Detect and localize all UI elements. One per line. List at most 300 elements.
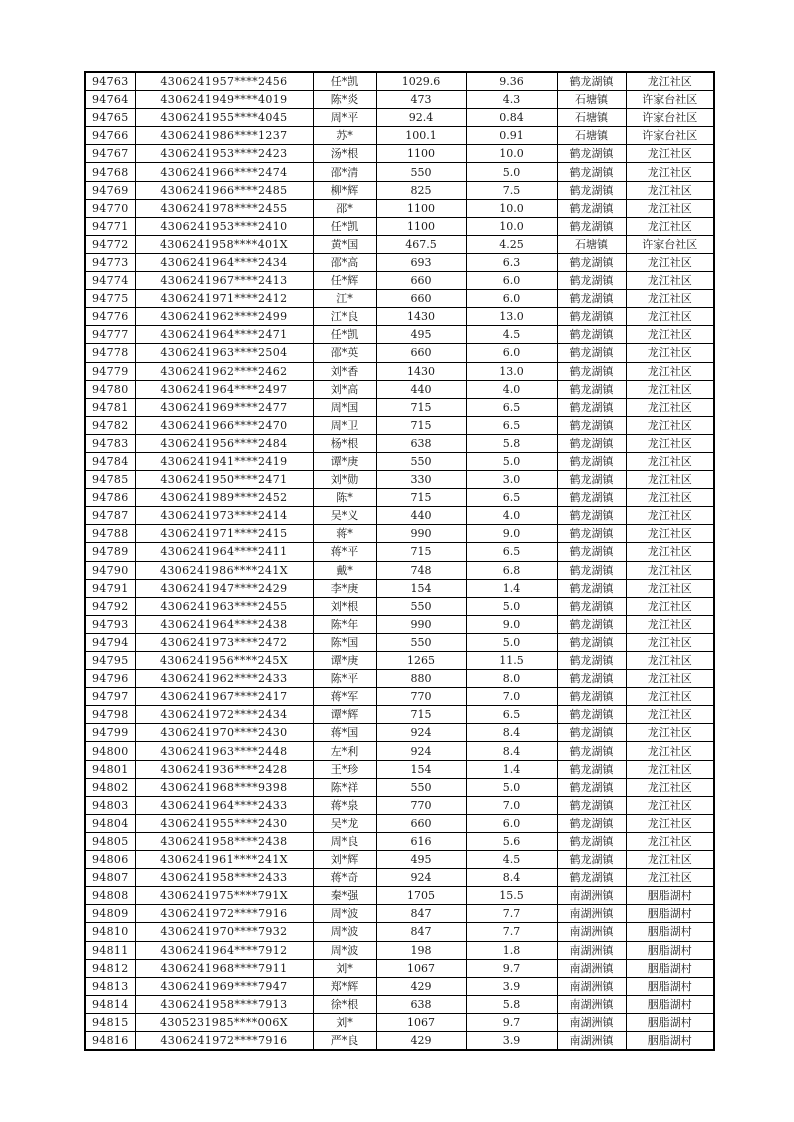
cell-masked-id-number: 4306241966****2485 [135,181,313,199]
cell-masked-name: 陈*平 [313,670,376,688]
table-row [85,109,714,127]
cell-area-value: 6.5 [466,398,557,416]
cell-masked-id-number: 4306241963****2504 [135,344,313,362]
cell-village: 龙江社区 [626,543,714,561]
cell-town: 鹤龙湖镇 [557,597,626,615]
cell-village: 胭脂湖村 [626,1031,714,1050]
cell-town: 南湖洲镇 [557,959,626,977]
cell-masked-id-number: 4306241973****2472 [135,633,313,651]
cell-town: 南湖洲镇 [557,941,626,959]
cell-serial-number: 94776 [85,308,135,326]
table-row [85,688,714,706]
cell-masked-name: 谭*庚 [313,652,376,670]
cell-amount: 748 [376,561,466,579]
cell-town: 鹤龙湖镇 [557,688,626,706]
cell-amount: 660 [376,290,466,308]
cell-masked-id-number: 4306241986****241X [135,561,313,579]
cell-masked-id-number: 4306241972****2434 [135,706,313,724]
cell-amount: 1265 [376,652,466,670]
cell-serial-number: 94794 [85,633,135,651]
cell-masked-name: 周*平 [313,109,376,127]
table-row [85,1013,714,1031]
cell-serial-number: 94799 [85,724,135,742]
cell-masked-id-number: 4306241969****2477 [135,398,313,416]
cell-masked-id-number: 4305231985****006X [135,1013,313,1031]
cell-masked-name: 刘*高 [313,380,376,398]
cell-town: 南湖洲镇 [557,977,626,995]
cell-masked-name: 任*凯 [313,326,376,344]
table-row [85,923,714,941]
cell-village: 龙江社区 [626,471,714,489]
cell-serial-number: 94770 [85,199,135,217]
cell-area-value: 5.0 [466,778,557,796]
cell-area-value: 9.7 [466,959,557,977]
cell-village: 龙江社区 [626,579,714,597]
cell-serial-number: 94779 [85,362,135,380]
cell-area-value: 4.5 [466,851,557,869]
cell-masked-id-number: 4306241953****2410 [135,217,313,235]
cell-town: 南湖洲镇 [557,923,626,941]
cell-masked-name: 陈*炎 [313,91,376,109]
cell-village: 龙江社区 [626,525,714,543]
cell-town: 鹤龙湖镇 [557,525,626,543]
cell-masked-name: 邵*高 [313,253,376,271]
cell-village: 龙江社区 [626,434,714,452]
cell-area-value: 0.84 [466,109,557,127]
cell-masked-id-number: 4306241958****7913 [135,995,313,1013]
cell-masked-name: 左*利 [313,742,376,760]
table-row [85,742,714,760]
cell-area-value: 9.36 [466,72,557,91]
cell-town: 鹤龙湖镇 [557,253,626,271]
cell-masked-id-number: 4306241955****2430 [135,814,313,832]
cell-masked-id-number: 4306241961****241X [135,851,313,869]
table-row [85,706,714,724]
cell-town: 南湖洲镇 [557,887,626,905]
cell-masked-id-number: 4306241936****2428 [135,760,313,778]
cell-amount: 693 [376,253,466,271]
cell-masked-id-number: 4306241972****7916 [135,1031,313,1050]
cell-village: 龙江社区 [626,796,714,814]
cell-masked-id-number: 4306241964****7912 [135,941,313,959]
cell-town: 鹤龙湖镇 [557,851,626,869]
cell-masked-id-number: 4306241970****2430 [135,724,313,742]
cell-area-value: 5.0 [466,452,557,470]
cell-serial-number: 94772 [85,235,135,253]
cell-village: 龙江社区 [626,145,714,163]
cell-village: 胭脂湖村 [626,977,714,995]
table-row [85,308,714,326]
cell-masked-name: 严*良 [313,1031,376,1050]
table-row [85,869,714,887]
cell-area-value: 4.5 [466,326,557,344]
cell-area-value: 0.91 [466,127,557,145]
cell-town: 鹤龙湖镇 [557,326,626,344]
table-row [85,851,714,869]
cell-masked-name: 蒋*军 [313,688,376,706]
cell-serial-number: 94784 [85,452,135,470]
cell-masked-id-number: 4306241957****2456 [135,72,313,91]
cell-village: 龙江社区 [626,489,714,507]
table-row [85,507,714,525]
cell-town: 南湖洲镇 [557,1013,626,1031]
cell-village: 龙江社区 [626,851,714,869]
cell-amount: 715 [376,543,466,561]
cell-masked-id-number: 4306241962****2499 [135,308,313,326]
cell-village: 龙江社区 [626,742,714,760]
cell-area-value: 10.0 [466,217,557,235]
table-row [85,832,714,850]
table-row [85,615,714,633]
cell-amount: 924 [376,742,466,760]
cell-area-value: 7.7 [466,923,557,941]
cell-area-value: 1.8 [466,941,557,959]
cell-area-value: 3.9 [466,1031,557,1050]
cell-masked-name: 陈* [313,489,376,507]
cell-serial-number: 94800 [85,742,135,760]
cell-masked-name: 陈*年 [313,615,376,633]
cell-masked-name: 陈*祥 [313,778,376,796]
cell-serial-number: 94764 [85,91,135,109]
cell-amount: 440 [376,507,466,525]
cell-serial-number: 94788 [85,525,135,543]
cell-masked-name: 汤*根 [313,145,376,163]
cell-amount: 440 [376,380,466,398]
cell-masked-name: 周*波 [313,941,376,959]
cell-village: 龙江社区 [626,615,714,633]
cell-town: 石塘镇 [557,91,626,109]
cell-serial-number: 94783 [85,434,135,452]
cell-masked-id-number: 4306241964****2438 [135,615,313,633]
table-row [85,235,714,253]
cell-village: 龙江社区 [626,778,714,796]
cell-area-value: 8.0 [466,670,557,688]
cell-amount: 92.4 [376,109,466,127]
cell-village: 龙江社区 [626,380,714,398]
cell-masked-name: 任*凯 [313,217,376,235]
cell-area-value: 7.0 [466,796,557,814]
cell-town: 石塘镇 [557,127,626,145]
cell-area-value: 4.0 [466,380,557,398]
cell-town: 鹤龙湖镇 [557,796,626,814]
cell-masked-id-number: 4306241971****2415 [135,525,313,543]
cell-amount: 715 [376,398,466,416]
cell-amount: 660 [376,344,466,362]
cell-village: 龙江社区 [626,652,714,670]
cell-masked-name: 周*良 [313,832,376,850]
cell-amount: 990 [376,615,466,633]
cell-town: 鹤龙湖镇 [557,489,626,507]
table-row [85,1031,714,1050]
cell-area-value: 11.5 [466,652,557,670]
table-row [85,489,714,507]
table-row [85,579,714,597]
cell-serial-number: 94792 [85,597,135,615]
cell-area-value: 5.6 [466,832,557,850]
cell-masked-id-number: 4306241955****4045 [135,109,313,127]
cell-serial-number: 94786 [85,489,135,507]
cell-masked-name: 邵* [313,199,376,217]
cell-town: 鹤龙湖镇 [557,652,626,670]
cell-village: 龙江社区 [626,869,714,887]
table-row [85,670,714,688]
cell-village: 龙江社区 [626,308,714,326]
cell-area-value: 6.0 [466,344,557,362]
cell-area-value: 5.8 [466,434,557,452]
table-row [85,977,714,995]
cell-serial-number: 94785 [85,471,135,489]
cell-serial-number: 94795 [85,652,135,670]
cell-town: 鹤龙湖镇 [557,507,626,525]
cell-village: 龙江社区 [626,272,714,290]
table-row [85,163,714,181]
cell-amount: 550 [376,633,466,651]
cell-masked-name: 周*波 [313,905,376,923]
cell-village: 龙江社区 [626,688,714,706]
cell-town: 鹤龙湖镇 [557,579,626,597]
cell-amount: 660 [376,272,466,290]
cell-masked-id-number: 4306241972****7916 [135,905,313,923]
cell-area-value: 6.5 [466,706,557,724]
cell-town: 南湖洲镇 [557,995,626,1013]
table-row [85,561,714,579]
cell-masked-name: 谭*辉 [313,706,376,724]
cell-serial-number: 94773 [85,253,135,271]
cell-masked-id-number: 4306241967****2417 [135,688,313,706]
cell-amount: 495 [376,851,466,869]
cell-masked-id-number: 4306241958****2438 [135,832,313,850]
cell-town: 鹤龙湖镇 [557,832,626,850]
cell-amount: 495 [376,326,466,344]
cell-village: 龙江社区 [626,326,714,344]
table-row [85,959,714,977]
cell-town: 鹤龙湖镇 [557,272,626,290]
cell-amount: 550 [376,163,466,181]
table-row [85,416,714,434]
table-row [85,91,714,109]
cell-area-value: 6.0 [466,290,557,308]
cell-village: 许家台社区 [626,127,714,145]
cell-town: 鹤龙湖镇 [557,217,626,235]
cell-masked-id-number: 4306241947****2429 [135,579,313,597]
cell-village: 许家台社区 [626,235,714,253]
cell-masked-id-number: 4306241966****2470 [135,416,313,434]
cell-town: 鹤龙湖镇 [557,163,626,181]
cell-serial-number: 94808 [85,887,135,905]
cell-masked-id-number: 4306241963****2448 [135,742,313,760]
cell-serial-number: 94787 [85,507,135,525]
cell-area-value: 6.0 [466,272,557,290]
cell-masked-name: 江* [313,290,376,308]
cell-town: 鹤龙湖镇 [557,633,626,651]
cell-amount: 660 [376,814,466,832]
cell-area-value: 9.7 [466,1013,557,1031]
table-row [85,471,714,489]
cell-village: 龙江社区 [626,452,714,470]
cell-masked-name: 刘*勋 [313,471,376,489]
table-row [85,543,714,561]
cell-area-value: 10.0 [466,199,557,217]
table-row [85,272,714,290]
cell-amount: 550 [376,452,466,470]
table-body [85,72,714,1050]
table-row [85,398,714,416]
cell-amount: 924 [376,869,466,887]
cell-town: 鹤龙湖镇 [557,778,626,796]
cell-town: 石塘镇 [557,109,626,127]
cell-serial-number: 94811 [85,941,135,959]
cell-serial-number: 94763 [85,72,135,91]
cell-masked-name: 邵*英 [313,344,376,362]
cell-masked-name: 蒋*泉 [313,796,376,814]
cell-serial-number: 94767 [85,145,135,163]
cell-amount: 825 [376,181,466,199]
cell-masked-name: 刘*辉 [313,851,376,869]
cell-village: 龙江社区 [626,217,714,235]
cell-amount: 847 [376,905,466,923]
cell-village: 龙江社区 [626,398,714,416]
cell-area-value: 6.5 [466,489,557,507]
cell-amount: 198 [376,941,466,959]
table-row [85,380,714,398]
cell-serial-number: 94778 [85,344,135,362]
cell-town: 南湖洲镇 [557,905,626,923]
cell-area-value: 5.8 [466,995,557,1013]
cell-area-value: 9.0 [466,525,557,543]
cell-masked-name: 周*卫 [313,416,376,434]
cell-village: 龙江社区 [626,507,714,525]
cell-amount: 100.1 [376,127,466,145]
cell-serial-number: 94805 [85,832,135,850]
cell-masked-id-number: 4306241989****2452 [135,489,313,507]
cell-serial-number: 94801 [85,760,135,778]
cell-town: 鹤龙湖镇 [557,380,626,398]
cell-masked-name: 刘*香 [313,362,376,380]
cell-village: 龙江社区 [626,633,714,651]
cell-amount: 880 [376,670,466,688]
table-row [85,434,714,452]
table-row [85,760,714,778]
cell-masked-id-number: 4306241978****2455 [135,199,313,217]
cell-area-value: 8.4 [466,869,557,887]
cell-village: 胭脂湖村 [626,887,714,905]
table-row [85,652,714,670]
table-row [85,181,714,199]
cell-masked-id-number: 4306241967****2413 [135,272,313,290]
cell-masked-id-number: 4306241956****245X [135,652,313,670]
table-row [85,778,714,796]
cell-area-value: 4.0 [466,507,557,525]
cell-serial-number: 94780 [85,380,135,398]
table-row [85,814,714,832]
cell-amount: 847 [376,923,466,941]
cell-town: 鹤龙湖镇 [557,724,626,742]
cell-area-value: 5.0 [466,163,557,181]
cell-amount: 1430 [376,308,466,326]
cell-serial-number: 94815 [85,1013,135,1031]
cell-masked-id-number: 4306241975****791X [135,887,313,905]
cell-village: 胭脂湖村 [626,959,714,977]
cell-village: 龙江社区 [626,362,714,380]
table-row [85,452,714,470]
cell-town: 鹤龙湖镇 [557,434,626,452]
cell-masked-name: 柳*辉 [313,181,376,199]
cell-amount: 1029.6 [376,72,466,91]
table-row [85,796,714,814]
cell-masked-name: 蒋*平 [313,543,376,561]
cell-amount: 924 [376,724,466,742]
cell-town: 鹤龙湖镇 [557,290,626,308]
cell-area-value: 7.5 [466,181,557,199]
cell-village: 胭脂湖村 [626,905,714,923]
table-row [85,253,714,271]
cell-area-value: 13.0 [466,362,557,380]
cell-amount: 550 [376,597,466,615]
table-row [85,724,714,742]
cell-village: 龙江社区 [626,814,714,832]
cell-area-value: 3.9 [466,977,557,995]
cell-serial-number: 94813 [85,977,135,995]
cell-masked-name: 邵*清 [313,163,376,181]
cell-town: 石塘镇 [557,235,626,253]
cell-masked-name: 任*辉 [313,272,376,290]
cell-amount: 770 [376,688,466,706]
cell-village: 龙江社区 [626,416,714,434]
cell-masked-name: 蒋*奇 [313,869,376,887]
cell-serial-number: 94796 [85,670,135,688]
cell-masked-id-number: 4306241966****2474 [135,163,313,181]
cell-town: 鹤龙湖镇 [557,742,626,760]
table-row [85,941,714,959]
cell-amount: 616 [376,832,466,850]
records-table [84,71,715,1051]
cell-masked-name: 郑*辉 [313,977,376,995]
cell-village: 龙江社区 [626,163,714,181]
cell-town: 鹤龙湖镇 [557,362,626,380]
table-row [85,344,714,362]
cell-area-value: 4.25 [466,235,557,253]
cell-area-value: 9.0 [466,615,557,633]
cell-serial-number: 94782 [85,416,135,434]
cell-village: 胭脂湖村 [626,923,714,941]
cell-amount: 715 [376,706,466,724]
cell-area-value: 8.4 [466,724,557,742]
cell-area-value: 8.4 [466,742,557,760]
cell-village: 许家台社区 [626,91,714,109]
cell-masked-name: 苏* [313,127,376,145]
table-row [85,525,714,543]
cell-serial-number: 94789 [85,543,135,561]
cell-village: 龙江社区 [626,253,714,271]
cell-masked-id-number: 4306241968****9398 [135,778,313,796]
cell-area-value: 5.0 [466,597,557,615]
cell-masked-name: 徐*根 [313,995,376,1013]
cell-town: 鹤龙湖镇 [557,452,626,470]
cell-masked-id-number: 4306241941****2419 [135,452,313,470]
cell-amount: 154 [376,579,466,597]
table-row [85,887,714,905]
table-row [85,199,714,217]
cell-masked-id-number: 4306241962****2462 [135,362,313,380]
cell-serial-number: 94765 [85,109,135,127]
cell-serial-number: 94814 [85,995,135,1013]
cell-amount: 1067 [376,1013,466,1031]
cell-masked-name: 谭*庚 [313,452,376,470]
cell-serial-number: 94774 [85,272,135,290]
cell-village: 龙江社区 [626,760,714,778]
cell-serial-number: 94812 [85,959,135,977]
cell-masked-id-number: 4306241970****7932 [135,923,313,941]
